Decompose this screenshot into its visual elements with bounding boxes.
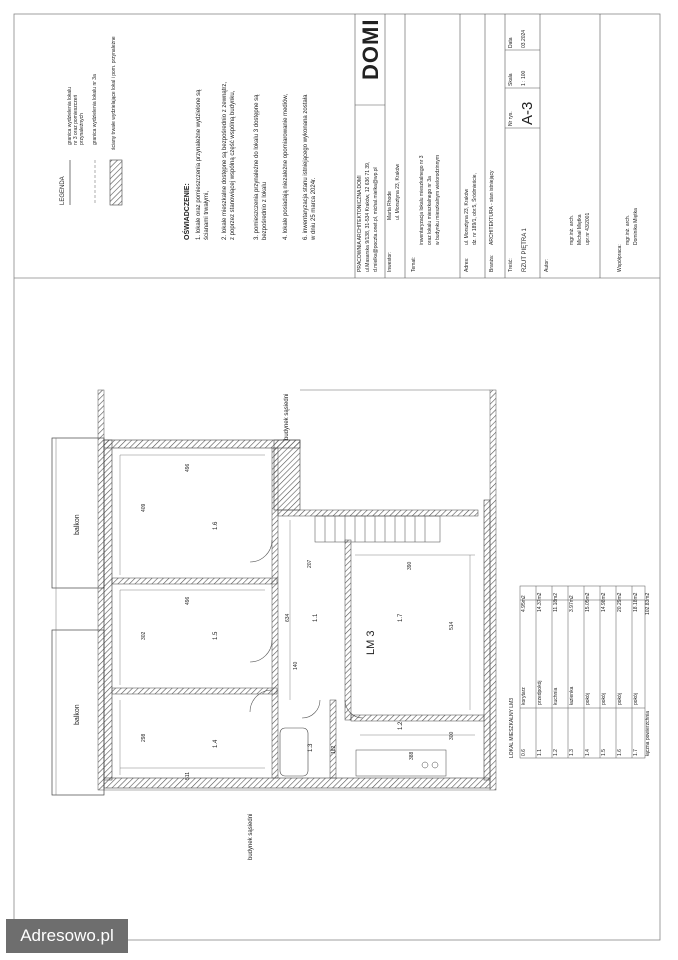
statement-line-2: ścianami trwałymi, — [204, 190, 210, 240]
statement-line-3: 2. lokale mieszkalne dostępne są bezpośrednio z zewnątrz, — [222, 81, 228, 240]
balkon-1-outline — [52, 438, 104, 588]
dim-409: 409 — [141, 503, 147, 512]
room-1-3: 1.3 — [308, 743, 314, 752]
row-4-no: 1.4 — [585, 749, 591, 756]
dim-302: 302 — [141, 631, 147, 640]
legend-symbols — [70, 160, 122, 205]
total-label: łączna powierzchnia — [645, 710, 651, 756]
row-6-no: 1.6 — [617, 749, 623, 756]
statement-title: OŚWIADCZENIE: — [184, 183, 191, 240]
row-3-no: 1.3 — [569, 749, 575, 756]
row-3-area: 3.97m2 — [569, 595, 575, 612]
firm-line-1: PRACOWNIA ARCHITEKTONICZNA DOMI — [357, 175, 363, 272]
data-value: 03.2024 — [521, 29, 527, 48]
dim-182: 182 — [331, 745, 337, 754]
row-6-name: pokój — [617, 693, 623, 705]
tresc-label: Treść: — [508, 258, 514, 272]
statement-line-4: z poprzez stanowiącej wspólną część wspólną budynku, — [230, 90, 236, 240]
dim-634: 634 — [285, 613, 291, 622]
dim-298: 298 — [141, 733, 147, 742]
legend-title: LEGENDA — [60, 176, 66, 205]
firm-line-3: d.mielka@poczta.onet.pl, michal.mielka@wp.pl — [373, 167, 379, 272]
skala-value: 1 : 100 — [521, 70, 527, 86]
balkon-1-label: balkon — [74, 514, 81, 535]
row-2-no: 1.2 — [553, 749, 559, 756]
inwestor-line-1: Marta Rhode — [387, 191, 393, 220]
neighbor-label-top: budynek sąsiedni — [284, 393, 290, 440]
row-0-no: 0.6 — [521, 749, 527, 756]
room-1-4: 1.4 — [213, 739, 219, 748]
legend-item-3: ściany trwałe wydzielające lokal i pom. przynależne — [111, 36, 117, 150]
branza-label: Branża: — [489, 254, 495, 272]
row-2-name: kuchnia — [553, 687, 559, 705]
neighbor-label-bottom: budynek sąsiedni — [248, 813, 254, 860]
dim-388: 388 — [409, 751, 415, 760]
nrrys-label: Nr rys. — [508, 111, 514, 126]
row-1-name: przedpokój — [537, 680, 543, 705]
wspolpraca-label: Współpraca: — [617, 244, 623, 272]
row-7-area: 18.18m2 — [633, 592, 639, 612]
autor-label: Autor: — [544, 258, 550, 272]
adres-label: Adres: — [464, 257, 470, 272]
dim-514: 514 — [449, 621, 455, 630]
wspolpraca-line-1: mgr.inż. arch. — [625, 214, 631, 245]
area-table-title: LOKAL MIESZKALNY LM3 — [509, 697, 515, 758]
room-1-7: 1.7 — [398, 613, 404, 622]
dim-140: 140 — [293, 661, 299, 670]
dim-496-a: 496 — [185, 463, 191, 472]
autor-line-1: mgr.inż. arch. — [569, 214, 575, 245]
watermark-badge: Adresowo.pl — [6, 919, 128, 953]
row-1-area: 14.37m2 — [537, 592, 543, 612]
dim-207: 207 — [307, 559, 313, 568]
row-3-name: łazienka — [569, 686, 575, 705]
row-5-name: pokój — [601, 693, 607, 705]
row-1-no: 1.1 — [537, 749, 543, 756]
bathtub — [280, 728, 308, 776]
dim-300: 300 — [449, 731, 455, 740]
inwestor-line-2: ul. Morsztyna 23, Kraków — [395, 163, 401, 220]
row-5-area: 14.98m2 — [601, 592, 607, 612]
room-1-1: 1.1 — [313, 613, 319, 622]
temat-line-2: oraz lokalu mieszkalnego nr 3a — [427, 176, 433, 245]
row-0-name: korytarz — [521, 687, 527, 705]
statement-line-6: bezpośrednio z lokalu — [262, 181, 268, 240]
statement-line-5: 3. pomieszczenia przynależne do lokalu 3 dostępne są — [254, 94, 260, 240]
room-1-2: 1.2 — [398, 721, 404, 730]
inwestor-label: Inwestor: — [387, 251, 393, 272]
adres-line-1: ul. Morsztyna 23, Kraków — [464, 188, 470, 245]
temat-line-3: w budynku mieszkalnym wielorodzinnym — [435, 154, 441, 245]
temat-line-1: inwentaryzacja lokalu mieszkalnego nr 3 — [419, 155, 425, 245]
nrrys-value: A-3 — [519, 101, 536, 125]
statement-line-7: 4. lokale posiadają niezależne opomiarowanie mediów, — [283, 93, 289, 240]
row-4-name: pokój — [585, 693, 591, 705]
row-7-name: pokój — [633, 693, 639, 705]
logo-domi: DOMI — [358, 18, 383, 80]
row-6-area: 20.29m2 — [617, 592, 623, 612]
statement-line-9: w dniu 25 marca 2024r. — [311, 177, 317, 240]
dim-511: 511 — [185, 772, 191, 780]
firm-line-2: ul.Masarska 9/138, 31-534 Kraków, 12 636 71 39, — [365, 161, 371, 272]
stairs — [315, 516, 440, 542]
room-1-6: 1.6 — [213, 521, 219, 530]
autor-line-3: upr.nr 43/2001 — [585, 212, 591, 245]
branza-value: ARCHITEKTURA - stan istniejący — [489, 170, 495, 245]
dim-390: 390 — [407, 561, 413, 570]
room-1-5: 1.5 — [213, 631, 219, 640]
statement-line-1: 1. lokale oraz pomieszczenia przynależne wydzielone są — [196, 89, 202, 240]
statement-line-8: 6. inwentaryzacja stanu istniejącego wykonana została — [303, 94, 309, 240]
unit-label: LM 3 — [365, 630, 377, 655]
temat-label: Temat: — [411, 256, 417, 272]
autor-line-2: Michał Miętka — [577, 214, 583, 245]
adres-line-2: dz. nr 189/1, obr.5, Śródmieście, — [472, 173, 478, 245]
row-5-no: 1.5 — [601, 749, 607, 756]
row-0-area: 4.95m2 — [521, 595, 527, 612]
data-label: Data — [508, 37, 514, 48]
row-7-no: 1.7 — [633, 749, 639, 756]
neighbor-wall-top — [98, 390, 104, 790]
dim-496-b: 496 — [185, 596, 191, 605]
row-2-area: 11.18m2 — [553, 592, 559, 612]
wspolpraca-line-2: Dominika Miętka — [633, 208, 639, 245]
skala-label: Skala — [508, 73, 514, 86]
total-area: 102.83m2 — [645, 592, 651, 615]
tresc-value: RZUT PIĘTRA 1 — [522, 228, 528, 272]
neighbor-wall-bottom — [490, 390, 496, 790]
balkon-2-label: balkon — [74, 704, 81, 725]
row-4-area: 15.05m2 — [585, 592, 591, 612]
legend-item-1: granica wydzielenia lokalu nr 3 oraz pomieszczeń przynależnych — [67, 86, 85, 145]
legend-item-2: granica wydzielenia lokalu nr 3a — [92, 74, 98, 145]
